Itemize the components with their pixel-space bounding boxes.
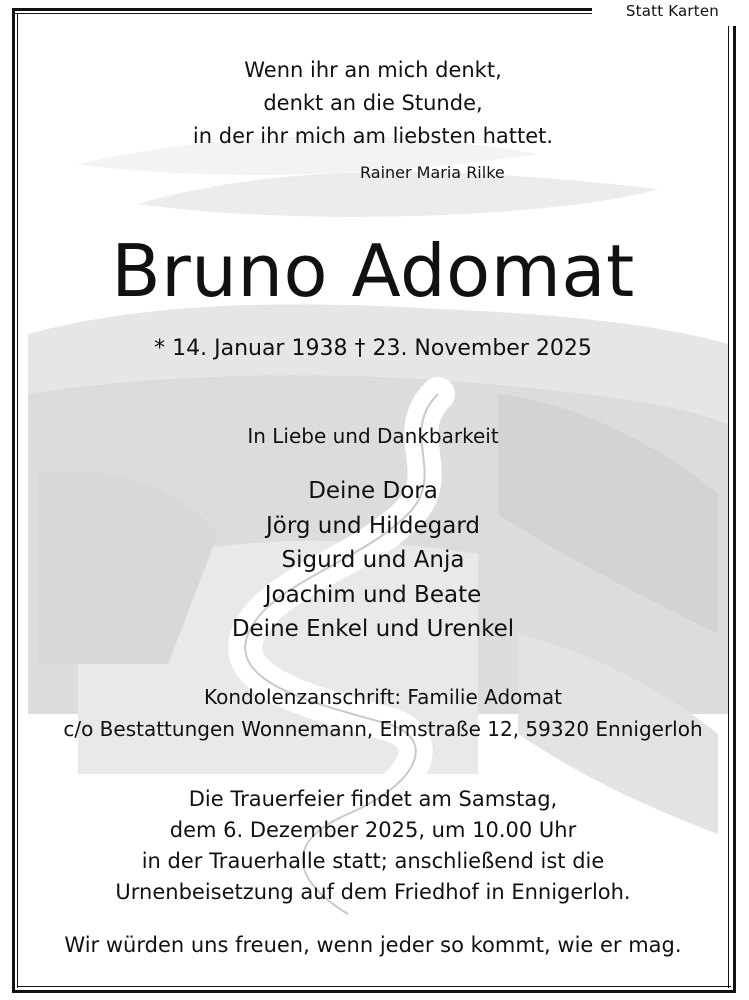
ceremony-line: in der Trauerhalle statt; anschließend ist die — [141, 849, 605, 873]
mourners-intro: In Liebe und Dankbarkeit — [247, 424, 499, 448]
poem-line: Wenn ihr an mich denkt, — [244, 58, 502, 82]
right-border-thin-line — [728, 26, 729, 988]
address-line: c/o Bestattungen Wonnemann, Elmstraße 12, 59320 Ennigerloh — [63, 717, 703, 741]
mourners-list — [18, 474, 728, 647]
address-line: Kondolenzanschrift: Familie Adomat — [203, 685, 562, 709]
life-dates: * 14. Januar 1938 † 23. November 2025 — [154, 336, 592, 361]
ceremony-line: Urnenbeisetzung auf dem Friedhof in Ennigerloh. — [115, 880, 631, 904]
poem-quote — [18, 54, 728, 153]
deceased-name: Bruno Adomat — [111, 229, 635, 313]
top-border-line — [12, 8, 592, 11]
mourner-name: Sigurd und Anja — [281, 547, 465, 573]
statt-karten-label: Statt Karten — [625, 2, 719, 20]
poem-line: denkt an die Stunde, — [263, 91, 483, 115]
mourner-name: Joachim und Beate — [264, 581, 482, 608]
ceremony-line: Die Trauerfeier findet am Samstag, — [188, 787, 558, 811]
ceremony-details — [18, 784, 728, 908]
mourner-name: Jörg und Hildegard — [265, 512, 481, 539]
right-border-line — [733, 26, 736, 993]
closing-note: Wir würden uns freuen, wenn jeder so kommt, wie er mag. — [64, 933, 682, 957]
bottom-border-thin-line — [17, 986, 731, 987]
bottom-border-line — [12, 990, 736, 993]
left-border-line — [12, 8, 15, 993]
mourner-name: Deine Enkel und Urenkel — [231, 616, 515, 642]
mourner-name: Deine Dora — [308, 478, 438, 504]
condolence-address — [18, 681, 748, 745]
poem-line: in der ihr mich am liebsten hattet. — [192, 124, 554, 148]
poem-author: Rainer Maria Rilke — [360, 163, 505, 182]
ceremony-line: dem 6. Dezember 2025, um 10.00 Uhr — [169, 818, 577, 842]
